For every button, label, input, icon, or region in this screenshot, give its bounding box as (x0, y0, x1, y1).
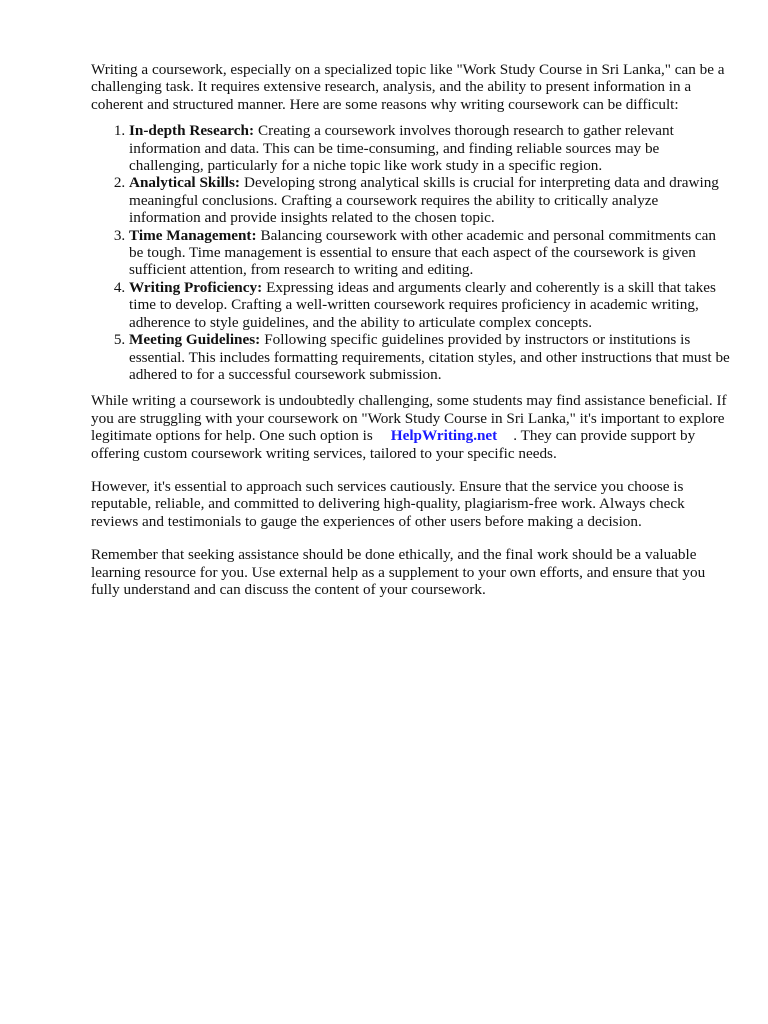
assistance-text-before: While writing a coursework is undoubtedly challenging, some students may find assistance beneficial. If you are struggling with your coursework on "Work Study Course in Sri Lanka," it's important to explore legitimate options for help. One such option is (91, 392, 727, 445)
list-item (129, 279, 731, 331)
list-item (129, 227, 731, 279)
reason-term: Time Management: (129, 226, 257, 244)
reason-text: Expressing ideas and arguments clearly and coherently is a skill that takes time to develop. Crafting a well-written coursework requires proficiency in academic writing, adherence to style guidelines, and the ability to articulate complex concepts. (129, 278, 716, 331)
reason-term: Writing Proficiency: (129, 278, 263, 296)
helpwriting-link[interactable]: HelpWriting.net (390, 427, 498, 445)
document-body (91, 61, 731, 614)
list-item (129, 331, 731, 383)
closing-paragraph: Remember that seeking assistance should be done ethically, and the final work should be a valuable learning resource for you. Use external help as a supplement to your own efforts, and ensure that you fully understand and can discuss the content of your coursework. (91, 546, 706, 598)
assistance-paragraph (91, 392, 731, 462)
reason-text: Developing strong analytical skills is crucial for interpreting data and drawing meaningful conclusions. Crafting a coursework requires the ability to critically analyze information and provide insights related to the chosen topic. (129, 174, 719, 227)
caution-paragraph: However, it's essential to approach such services cautiously. Ensure that the service you choose is reputable, reliable, and committed to delivering high-quality, plagiarism-free work. Always check reviews and testimonials to gauge the experiences of other users before making a decision. (91, 477, 685, 530)
list-item (129, 122, 731, 174)
reason-term: Analytical Skills: (129, 174, 240, 192)
reason-text: Creating a coursework involves thorough research to gather relevant information and data. This can be time-consuming, and finding reliable sources may be challenging, particularly for a niche topic like work study in a specific region. (129, 122, 674, 175)
reason-text: Balancing coursework with other academic and personal commitments can be tough. Time management is essential to ensure that each aspect of the coursework is given sufficient attention, from research to writing and editing. (129, 226, 717, 279)
reason-term: Meeting Guidelines: (129, 331, 261, 349)
reason-term: In-depth Research: (129, 122, 255, 140)
reasons-list (91, 122, 731, 383)
reason-text: Following specific guidelines provided by instructors or institutions is essential. This includes formatting requirements, citation styles, and other instructions that must be adhered to for a successful coursework submission. (129, 331, 730, 383)
intro-paragraph: Writing a coursework, especially on a specialized topic like "Work Study Course in Sri Lanka," can be a challenging task. It requires extensive research, analysis, and the ability to present information in a coherent and structured manner. Here are some reasons why writing coursework can be difficult: (91, 61, 725, 113)
assistance-text-after: . They can provide support by offering custom coursework writing services, tailored to your specific needs. (91, 427, 696, 462)
list-item (129, 174, 731, 226)
